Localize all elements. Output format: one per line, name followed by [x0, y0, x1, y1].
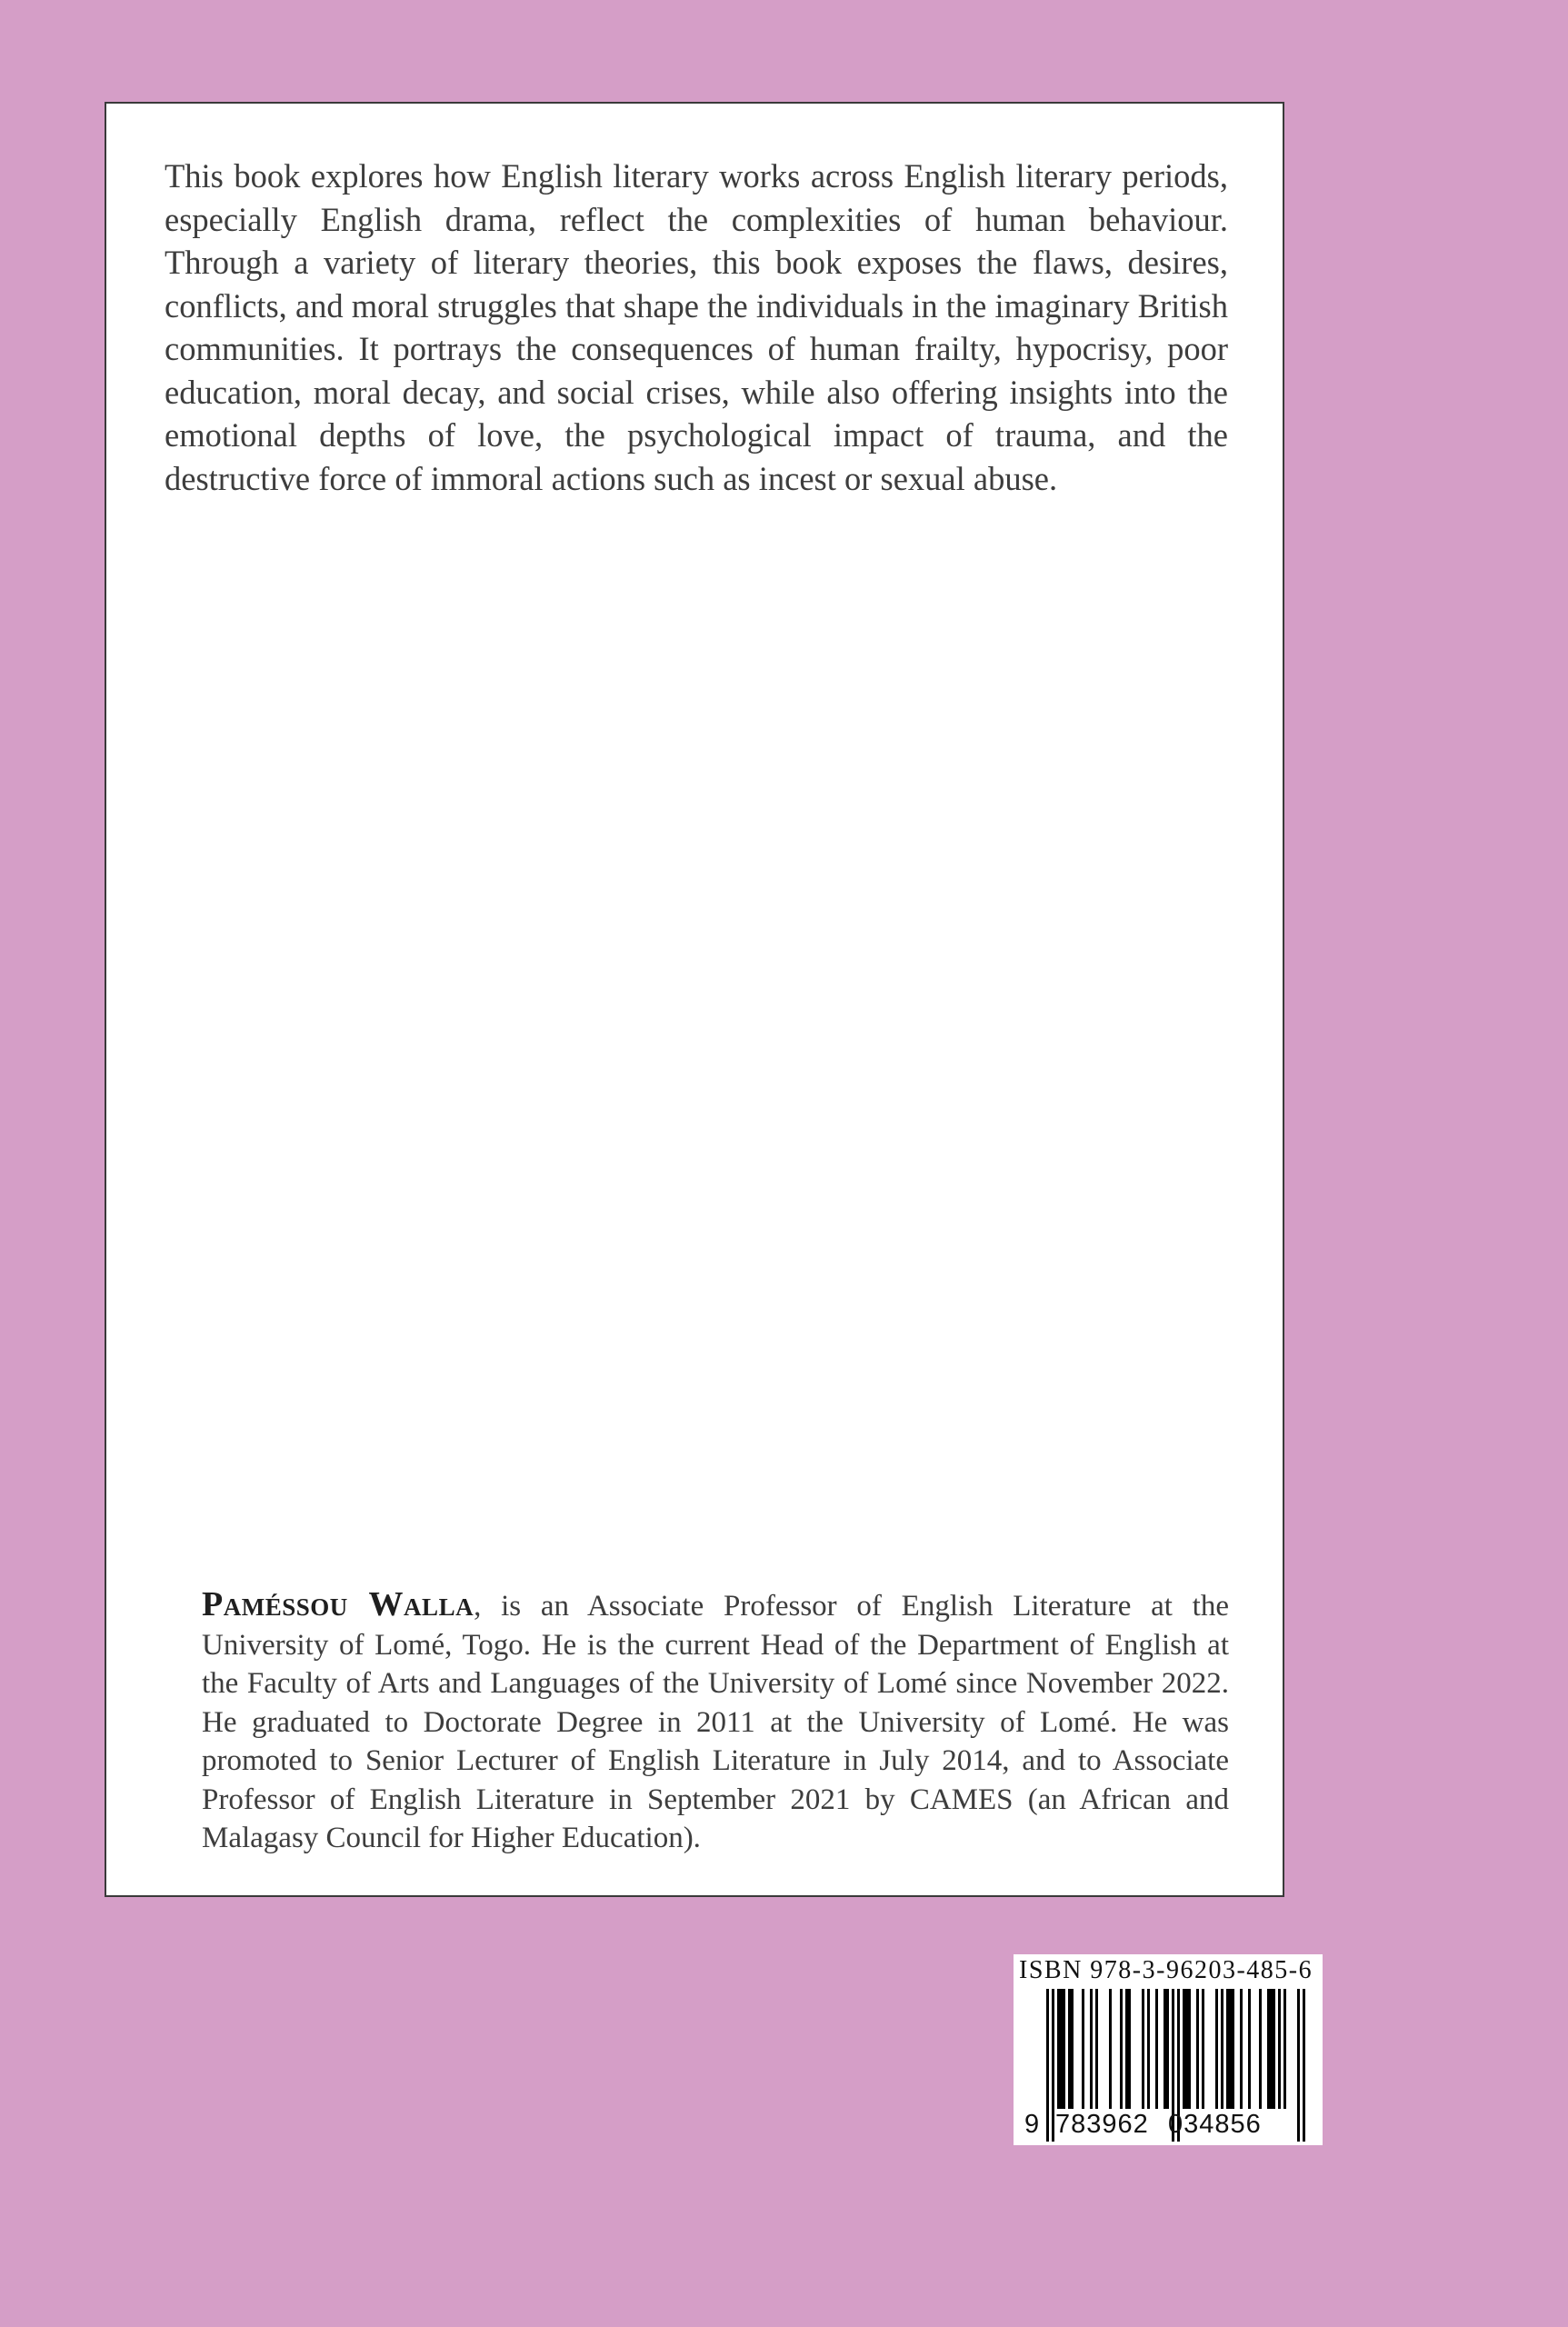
barcode-bar	[1095, 1989, 1098, 2109]
barcode-bar	[1267, 1989, 1270, 2109]
barcode-bar	[1229, 1989, 1232, 2109]
barcode-bar	[1278, 1989, 1281, 2109]
barcode-bar	[1303, 1989, 1305, 2142]
barcode-bar	[1259, 1989, 1262, 2109]
barcode-bar	[1164, 1989, 1166, 2109]
author-name: Paméssou Walla	[202, 1585, 474, 1623]
barcode-bar	[1283, 1989, 1286, 2109]
barcode-bar	[1215, 1989, 1218, 2109]
barcode-bar	[1185, 1989, 1188, 2109]
cover-text-panel	[105, 102, 1284, 1897]
barcode-bar	[1240, 1989, 1243, 2109]
barcode-bar	[1248, 1989, 1251, 2109]
barcode-bar	[1068, 1989, 1071, 2109]
barcode-bar	[1109, 1989, 1112, 2109]
author-bio-text: , is an Associate Professor of English Literature at the University of Lomé, Togo. He is the current Head of the Department of English at the Faculty of Arts and Languages of the University of Lomé since November 2022. He graduated to Doctorate Degree in 2011 at the University of Lomé. He was promoted to Senior Lecturer of English Literature in July 2014, and to Associate Professor of English Literature in September 2021 by CAMES (an African and Malagasy Council for Higher Education).	[202, 1590, 1229, 1854]
ean-right-group: 034856	[1168, 2110, 1262, 2139]
barcode-bar	[1060, 1989, 1063, 2109]
book-blurb: This book explores how English literary works across English literary periods, especially English drama, reflect the complexities of human behaviour. Through a variety of literary theories, this book exposes the flaws, desires, conflicts, and moral struggles that shape the individuals in the imaginary British communities. It portrays the consequences of human frailty, hypocrisy, poor education, moral decay, and social crises, while also offering insights into the emotional depths of love, the psychological impact of trauma, and the destructive force of immoral actions such as incest or sexual abuse.	[165, 157, 1228, 497]
barcode-bar	[1090, 1989, 1093, 2109]
barcode-bar	[1052, 1989, 1054, 2142]
barcode-bar	[1297, 1989, 1300, 2142]
barcode-bar	[1057, 1989, 1060, 2109]
barcode-bar	[1147, 1989, 1150, 2109]
barcode-bar	[1183, 1989, 1185, 2109]
barcode-bar	[1226, 1989, 1229, 2109]
isbn-label: ISBN 978-3-96203-485-6	[1019, 1956, 1313, 1984]
ean-left-group: 783962	[1055, 2110, 1149, 2139]
barcode-bar	[1082, 1989, 1084, 2109]
barcode-bar	[1202, 1989, 1204, 2109]
barcode-bar	[1221, 1989, 1223, 2109]
barcode-bar	[1166, 1989, 1169, 2109]
barcode-bar	[1196, 1989, 1199, 2109]
barcode-bar	[1128, 1989, 1131, 2109]
barcode-bar	[1063, 1989, 1065, 2109]
isbn-barcode	[1014, 1954, 1323, 2145]
barcode-bar	[1120, 1989, 1123, 2109]
barcode-bar	[1046, 1989, 1049, 2142]
barcode-bar	[1071, 1989, 1074, 2109]
ean-first-digit: 9	[1024, 2110, 1040, 2139]
barcode-bar	[1270, 1989, 1273, 2109]
barcode-bar	[1273, 1989, 1275, 2109]
barcode-bar	[1125, 1989, 1128, 2109]
barcode-bar	[1142, 1989, 1144, 2109]
barcode-bar	[1188, 1989, 1191, 2109]
barcode-bar	[1155, 1989, 1158, 2109]
author-bio	[202, 1585, 1229, 1858]
barcode-bar	[1232, 1989, 1234, 2109]
